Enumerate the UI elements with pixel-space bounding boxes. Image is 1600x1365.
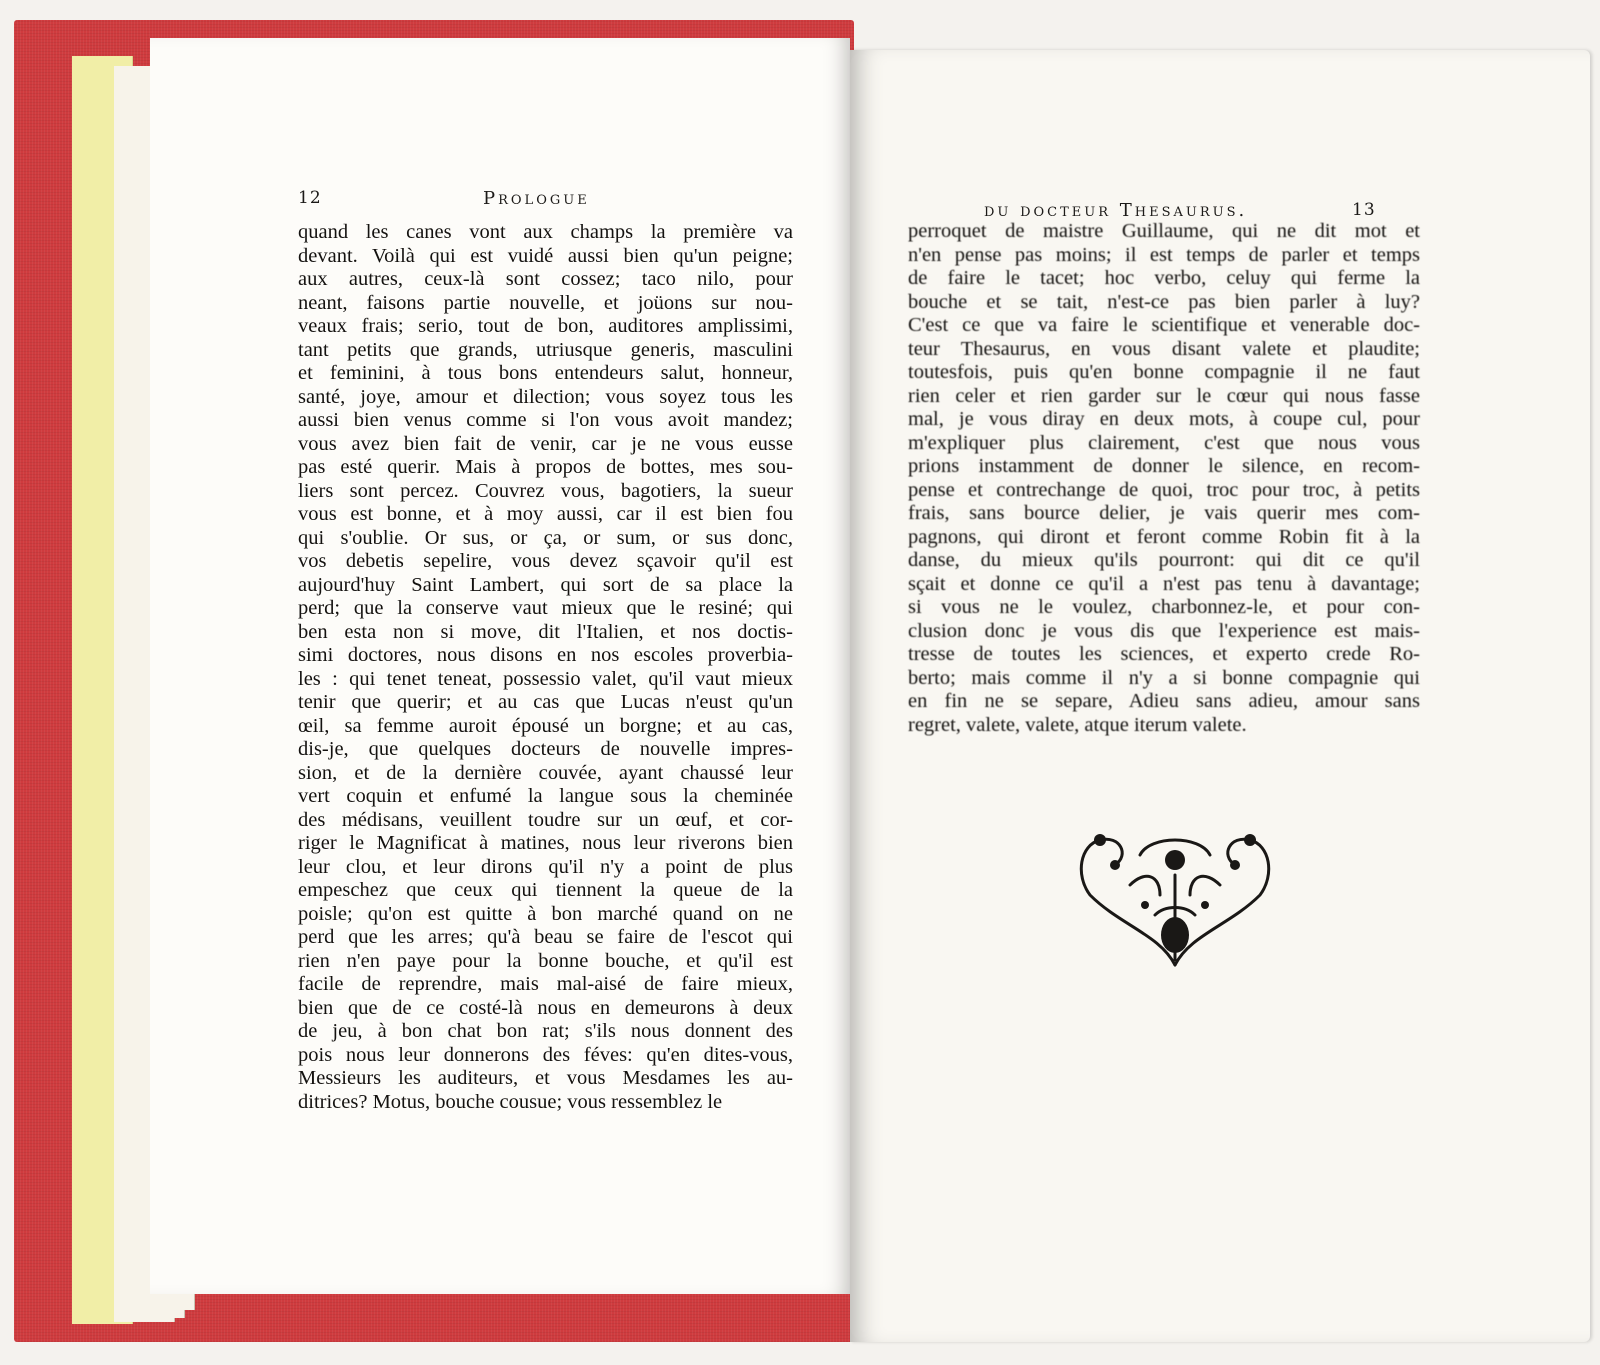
text-line: quand les canes vont aux champs la première va [298, 221, 793, 243]
text-line: empeschez que ceux qui tiennent la queue de la [298, 879, 793, 901]
text-line: tresse de toutes les sciences, et experto crede Ro- [908, 643, 1420, 665]
text-line: tant petits que grands, utriusque generis, masculini [298, 338, 793, 361]
text-line: ditrices? Motus, bouche cousue; vous ressemblez le [298, 1090, 723, 1113]
text-line: danse, du mieux qu'ils pourront: qui dit ce qu'il [908, 549, 1420, 571]
text-line: sçait et donne ce qu'il a n'est pas tenu à davantage; [908, 572, 1420, 595]
text-line: liers sont percez. Couvrez vous, bagotiers, la sueur [298, 479, 793, 502]
left-page-number: 12 [298, 188, 322, 208]
text-line: devant. Voilà qui est vuidé aussi bien qu'un peigne; [298, 244, 793, 267]
text-line: berto; mais comme il n'y a si bonne compagnie qui [908, 666, 1420, 689]
left-page-text [298, 221, 793, 1114]
text-line: veaux frais; serio, tout de bon, auditores amplissimi, [298, 315, 793, 337]
text-line: vos debetis sepelire, vous devez sçavoir qu'il est [298, 550, 793, 572]
text-line: sion, et de la dernière couvée, ayant chaussé leur [298, 761, 793, 784]
text-line: tenir que querir; et au cas que Lucas n'eust qu'un [298, 691, 793, 713]
text-line: perroquet de maistre Guillaume, qui ne dit mot et [908, 220, 1420, 242]
text-line: poisle; qu'on est quitte à bon marché quand on ne [298, 902, 793, 925]
fleuron-ornament-icon [1060, 815, 1290, 975]
right-page-text [908, 220, 1420, 737]
text-line: Messieurs les auditeurs, et vous Mesdames les au- [298, 1067, 793, 1089]
text-line: neant, faisons partie nouvelle, et joüons sur nou- [298, 291, 793, 314]
text-line: n'en pense pas moins; il est temps de parler et temps [908, 243, 1420, 266]
text-line: leur clou, et leur dirons qu'il n'y a point de plus [298, 855, 793, 878]
text-line: qui s'oublie. Or sus, or ça, or sum, or sus donc, [298, 526, 793, 549]
text-line: des médisans, veuillent toudre sur un œuf, et cor- [298, 808, 793, 831]
text-line: aussi bien venus comme si l'on vous avoit mandez; [298, 409, 793, 431]
text-line: pagnons, qui diront et feront comme Robin fit à la [908, 525, 1420, 548]
text-line: pois nous leur donnerons des féves: qu'en dites-vous, [298, 1043, 793, 1066]
right-page-number: 13 [1352, 200, 1376, 220]
text-line: m'expliquer plus clairement, c'est que nous vous [908, 431, 1420, 454]
text-line: rien n'en paye pour la bonne bouche, et qu'il est [298, 949, 793, 972]
text-line: aujourd'huy Saint Lambert, qui sort de sa place la [298, 573, 793, 596]
text-line: simi doctores, nous disons en nos escoles proverbia- [298, 644, 793, 666]
text-line: frais, sans bource delier, je vais querir mes com- [908, 502, 1420, 524]
text-line: pas esté querir. Mais à propos de bottes, mes sou- [298, 456, 793, 478]
text-line: facile de reprendre, mais mal-aisé de faire mieux, [298, 973, 793, 995]
text-line: regret, valete, valete, atque iterum valete. [908, 713, 1247, 736]
text-line: perd; que la conserve vaut mieux que le resiné; qui [298, 597, 793, 619]
right-page [850, 50, 1590, 1342]
text-line: toutesfois, puis qu'en bonne compagnie il ne faut [908, 361, 1420, 383]
text-line: bien que de ce costé-là nous en demeurons à deux [298, 996, 793, 1019]
text-line: clusion donc je vous dis que l'experience est mais- [908, 619, 1420, 642]
text-line: dis-je, que quelques docteurs de nouvelle impres- [298, 738, 793, 760]
right-running-head: du docteur Thesaurus. [984, 200, 1248, 221]
text-line: prions instamment de donner le silence, en recom- [908, 455, 1420, 477]
text-line: de jeu, à bon chat bon rat; s'ils nous donnent des [298, 1020, 793, 1042]
left-running-head: Prologue [483, 188, 590, 209]
text-line: de faire le tacet; hoc verbo, celuy qui ferme la [908, 267, 1420, 289]
text-line: si vous ne le voulez, charbonnez-le, et pour con- [908, 596, 1420, 618]
text-line: pense et contrechange de quoi, troc pour troc, à petits [908, 478, 1420, 501]
text-line: santé, joye, amour et dilection; vous soyez tous les [298, 385, 793, 408]
text-line: œil, sa femme auroit épousé un borgne; et au cas, [298, 714, 793, 737]
text-line: C'est ce que va faire le scientifique et venerable doc- [908, 314, 1420, 336]
text-line: bouche et se tait, n'est-ce pas bien parler à luy? [908, 290, 1420, 313]
text-line: et feminini, à tous bons entendeurs salut, honneur, [298, 362, 793, 384]
text-line: riger le Magnificat à matines, nous leur riverons bien [298, 832, 793, 854]
text-line: teur Thesaurus, en vous disant valete et plaudite; [908, 337, 1420, 360]
text-line: vert coquin et enfumé la langue sous la cheminée [298, 785, 793, 807]
left-page [150, 38, 850, 1294]
text-line: rien celer et rien garder sur le cœur qui nous fasse [908, 384, 1420, 407]
text-line: vous est bonne, et à moy aussi, car il est bien fou [298, 503, 793, 525]
text-line: mal, je vous diray en deux mots, à coupe cul, pour [908, 408, 1420, 430]
text-line: ben esta non si move, dit l'Italien, et nos doctis- [298, 620, 793, 643]
text-line: vous avez bien fait de venir, car je ne vous eusse [298, 432, 793, 455]
text-line: en fin ne se separe, Adieu sans adieu, amour sans [908, 690, 1420, 712]
text-line: les : qui tenet teneat, possessio valet, qu'il vaut mieux [298, 667, 793, 690]
text-line: perd que les arres; qu'à beau se faire de l'escot qui [298, 926, 793, 948]
text-line: aux autres, ceux-là sont cossez; taco nilo, pour [298, 268, 793, 290]
open-book [14, 20, 1600, 1342]
